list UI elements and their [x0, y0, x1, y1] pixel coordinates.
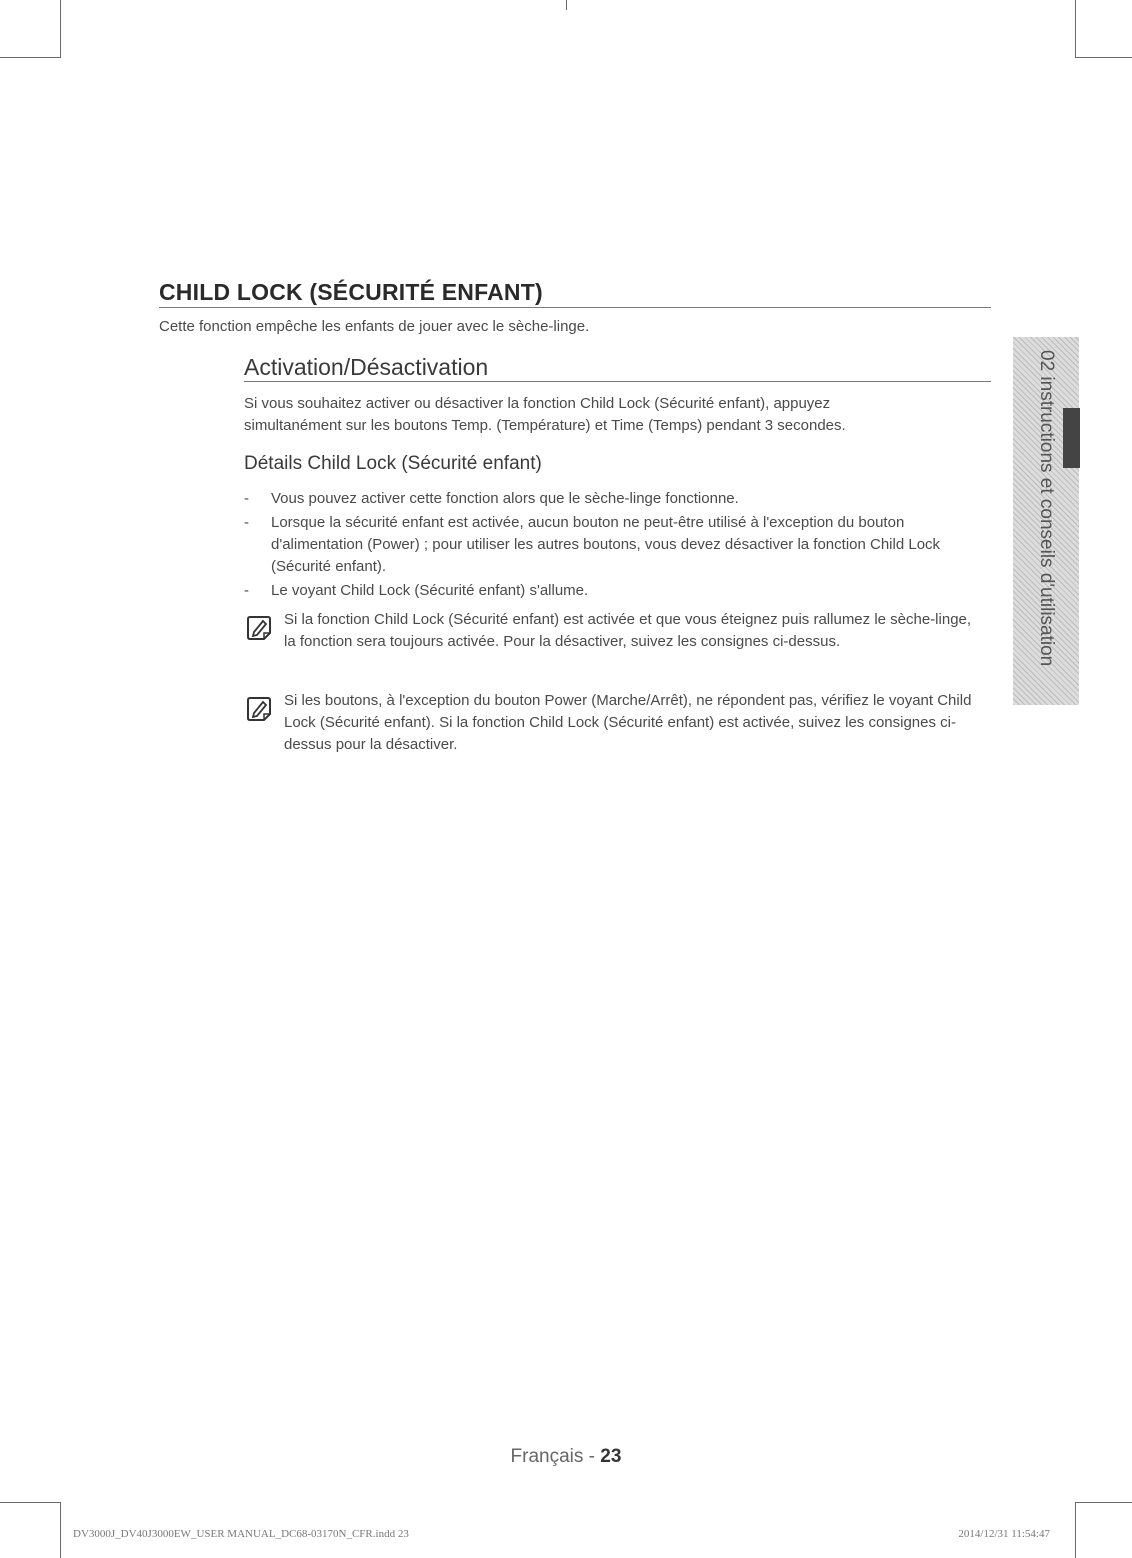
chapter-tab-marker — [1063, 408, 1080, 468]
crop-mark — [566, 0, 567, 10]
activation-title: Activation/Désactivation — [244, 354, 489, 380]
note-block — [244, 609, 984, 653]
crop-mark — [0, 57, 60, 58]
crop-mark — [1075, 1502, 1076, 1558]
bullet-marker: - — [244, 490, 249, 507]
list-item-text: Le voyant Child Lock (Sécurité enfant) s'allume. — [271, 582, 589, 599]
section-title-rule — [159, 307, 991, 308]
page-language: Français - — [510, 1446, 601, 1467]
activation-line: simultanément sur les boutons Temp. (Température) et Time (Temps) pendant 3 secondes. — [244, 417, 846, 434]
details-list — [244, 488, 964, 604]
footer-timestamp: 2014/12/31 11:54:47 — [958, 1528, 1050, 1540]
crop-mark — [0, 1502, 60, 1503]
crop-mark — [1075, 57, 1132, 58]
footer-file-name: DV3000J_DV40J3000EW_USER MANUAL_DC68-03170N_CFR.indd 23 — [73, 1528, 409, 1540]
details-title: Détails Child Lock (Sécurité enfant) — [244, 453, 542, 474]
activation-line: Si vous souhaitez activer ou désactiver la fonction Child Lock (Sécurité enfant), appuyez — [244, 395, 831, 412]
list-item — [244, 580, 964, 602]
list-item-text: Lorsque la sécurité enfant est activée, aucun bouton ne peut-être utilisé à l'exception du bouton d'alimentation (Power) ; pour utiliser les autres boutons, vous devez désactiver la fonction Child Lock (Sécurité enfant). — [271, 514, 941, 575]
activation-title-rule — [244, 381, 991, 382]
crop-mark — [1075, 1502, 1132, 1503]
crop-mark — [60, 1502, 61, 1558]
note-pencil-icon — [244, 694, 274, 724]
list-item — [244, 488, 964, 510]
crop-mark — [60, 0, 61, 58]
activation-text — [244, 393, 984, 437]
note-text: Si la fonction Child Lock (Sécurité enfant) est activée et que vous éteignez puis rallumez le sèche-linge, la fonction sera toujours activée. Pour la désactiver, suivez les consignes ci-dessus. — [284, 611, 972, 650]
intro-text: Cette fonction empêche les enfants de jouer avec le sèche-linge. — [159, 318, 590, 335]
note-text: Si les boutons, à l'exception du bouton Power (Marche/Arrêt), ne répondent pas, vérifiez le voyant Child Lock (Sécurité enfant). Si la fonction Child Lock (Sécurité enfant) est activée, suivez les consignes ci-dessus pour la désactiver. — [284, 692, 972, 753]
page-number — [0, 1446, 1132, 1468]
list-item-text: Vous pouvez activer cette fonction alors que le sèche-linge fonctionne. — [271, 490, 739, 507]
note-pencil-icon — [244, 613, 274, 643]
note-block — [244, 690, 984, 756]
bullet-marker: - — [244, 514, 249, 531]
page-number-value: 23 — [600, 1446, 622, 1467]
bullet-marker: - — [244, 582, 249, 599]
section-title: CHILD LOCK (SÉCURITÉ ENFANT) — [159, 279, 543, 305]
crop-mark — [1075, 0, 1076, 58]
list-item — [244, 512, 964, 578]
chapter-tab-label: 02 instructions et conseils d'utilisation — [1036, 350, 1057, 667]
